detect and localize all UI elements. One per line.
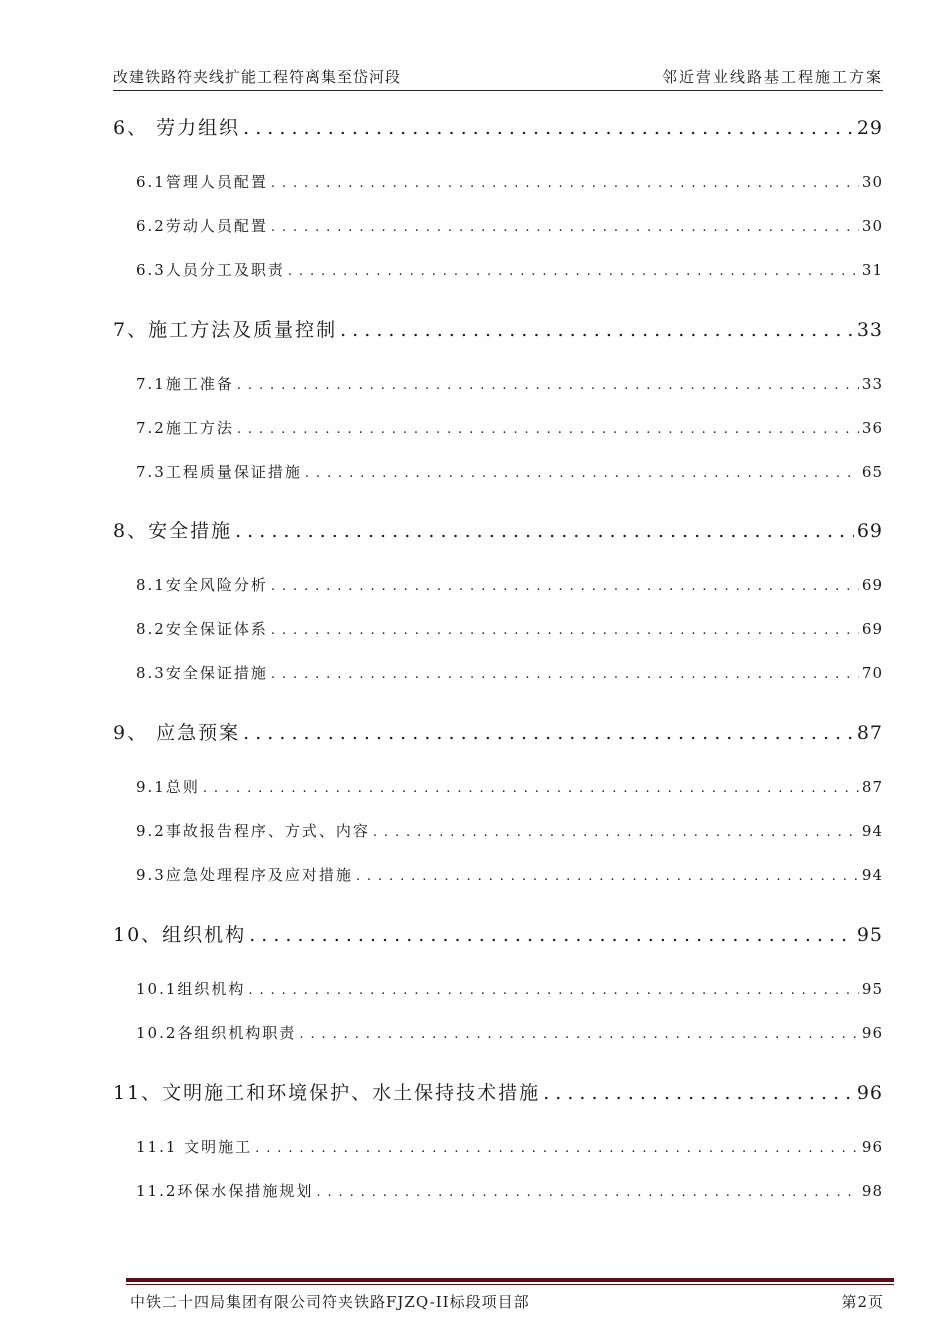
toc-entry-title: 8、安全措施 [113,520,233,542]
toc-entry-title: 9、 应急预案 [113,722,241,744]
toc-entry-page: 96 [861,1138,883,1156]
toc-entry-title: 9.3应急处理程序及应对措施 [136,866,353,884]
toc-entry-title: 7.3工程质量保证措施 [136,463,302,481]
toc-entry-page: 33 [856,319,883,341]
toc-leader-dots [288,261,859,279]
toc-leader-dots [235,520,854,542]
toc-entry-8-1[interactable] [136,574,883,595]
toc-entry-title: 8.2安全保证体系 [136,620,268,638]
toc-entry-8-2[interactable] [136,618,883,639]
toc-leader-dots [203,778,859,796]
toc-entry-9-1[interactable] [136,776,883,797]
footer-organization: 中铁二十四局集团有限公司符夹铁路FJZQ-II标段项目部 [130,1293,530,1311]
toc-entry-page: 96 [856,1082,883,1104]
toc-entry-page: 96 [861,1024,883,1042]
toc-entry-6[interactable] [113,113,883,140]
toc-entry-title: 7.1施工准备 [136,375,234,393]
toc-leader-dots [271,664,859,682]
header-document-title: 邻近营业线路基工程施工方案 [661,68,883,86]
toc-entry-title: 8.3安全保证措施 [136,664,268,682]
toc-entry-title: 7、施工方法及质量控制 [113,319,338,341]
toc-entry-9[interactable] [113,718,883,745]
toc-entry-page: 69 [861,576,883,594]
toc-entry-6-3[interactable] [136,259,883,280]
toc-leader-dots [305,463,859,481]
toc-leader-dots [237,375,859,393]
toc-leader-dots [243,722,854,744]
toc-entry-11-1[interactable] [136,1136,883,1157]
toc-leader-dots [316,1182,859,1200]
toc-leader-dots [356,866,859,884]
toc-entry-9-2[interactable] [136,820,883,841]
toc-entry-8-3[interactable] [136,662,883,683]
toc-entry-page: 87 [856,722,883,744]
toc-leader-dots [271,576,859,594]
toc-entry-page: 94 [861,866,883,884]
toc-entry-page: 98 [861,1182,883,1200]
toc-leader-dots [373,822,859,840]
toc-entry-page: 31 [861,261,883,279]
toc-entry-6-1[interactable] [136,171,883,192]
toc-entry-11[interactable] [113,1078,883,1105]
toc-leader-dots [255,1138,859,1156]
toc-leader-dots [271,173,859,191]
toc-entry-title: 6、 劳力组织 [113,117,241,139]
footer-page-number: 第2页 [841,1293,884,1311]
toc-entry-page: 70 [861,664,883,682]
toc-entry-page: 95 [856,924,883,946]
toc-entry-page: 36 [861,419,883,437]
toc-leader-dots [271,217,859,235]
toc-entry-title: 11.2环保水保措施规划 [136,1182,314,1200]
toc-leader-dots [249,924,854,946]
toc-entry-page: 95 [861,980,883,998]
toc-entry-page: 69 [856,520,883,542]
toc-entry-title: 6.3人员分工及职责 [136,261,285,279]
toc-entry-title: 9.2事故报告程序、方式、内容 [136,822,370,840]
toc-entry-11-2[interactable] [136,1180,883,1201]
toc-entry-7-1[interactable] [136,373,883,394]
toc-entry-page: 87 [861,778,883,796]
footer-rule-thick [126,1278,894,1282]
toc-entry-7-3[interactable] [136,461,883,482]
toc-entry-7[interactable] [113,315,883,342]
toc-leader-dots [237,419,859,437]
toc-entry-title: 9.1总则 [136,778,200,796]
toc-leader-dots [299,1024,859,1042]
toc-entry-title: 11.1 文明施工 [136,1138,253,1156]
toc-entry-title: 10.2各组织机构职责 [136,1024,297,1042]
toc-leader-dots [271,620,859,638]
toc-entry-page: 69 [861,620,883,638]
toc-entry-9-3[interactable] [136,864,883,885]
toc-leader-dots [243,117,854,139]
toc-entry-page: 33 [861,375,883,393]
toc-entry-10-2[interactable] [136,1022,883,1043]
toc-entry-7-2[interactable] [136,417,883,438]
toc-entry-title: 7.2施工方法 [136,419,234,437]
footer-rule-thin [126,1284,894,1285]
toc-entry-title: 10.1组织机构 [136,980,246,998]
toc-leader-dots [543,1082,854,1104]
toc-entry-8[interactable] [113,516,883,543]
toc-entry-title: 6.2劳动人员配置 [136,217,268,235]
toc-entry-page: 94 [861,822,883,840]
toc-entry-page: 29 [856,117,883,139]
toc-entry-title: 11、文明施工和环境保护、水土保持技术措施 [113,1082,541,1104]
toc-entry-title: 6.1管理人员配置 [136,173,268,191]
header-project-name: 改建铁路符夹线扩能工程符离集至岱河段 [113,68,402,86]
toc-entry-page: 30 [861,173,883,191]
toc-entry-10[interactable] [113,920,883,947]
toc-entry-10-1[interactable] [136,978,883,999]
toc-leader-dots [248,980,859,998]
toc-entry-title: 8.1安全风险分析 [136,576,268,594]
toc-entry-page: 65 [861,463,883,481]
toc-entry-6-2[interactable] [136,215,883,236]
page-footer [130,1291,884,1313]
toc-leader-dots [340,319,854,341]
toc-entry-title: 10、组织机构 [113,924,247,946]
toc-entry-page: 30 [861,217,883,235]
